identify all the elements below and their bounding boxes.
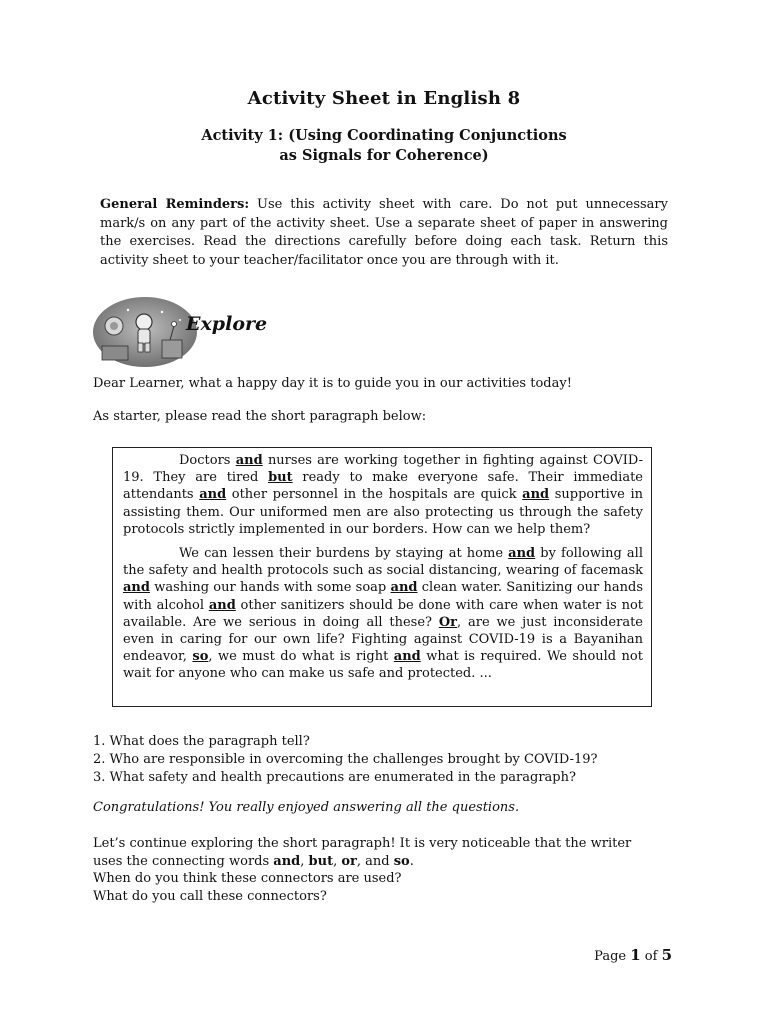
question-list (93, 733, 598, 787)
explore-heading: Explore (186, 313, 268, 335)
connector-but: but (308, 853, 334, 869)
conjunction-word: and (199, 487, 227, 503)
congrats-text: Congratulations! You really enjoyed answering all the questions. (93, 800, 520, 815)
passage-text: supportive in assisting them. Our uniformed men are also protecting us through the safety protocols strictly implemented in our borders. How can we help them? (123, 487, 643, 537)
subtitle-line-2: as Signals for Coherence) (279, 147, 489, 164)
general-reminders (100, 196, 668, 270)
question-item: 2. Who are responsible in overcoming the challenges brought by COVID-19? (93, 752, 598, 767)
connector-so: so (393, 853, 410, 869)
period: . (409, 853, 414, 869)
passage-text: by following all the safety and health protocols such as social distancing, wearing of facemask (123, 546, 644, 579)
passage-paragraph-1 (123, 452, 643, 538)
greeting-text: Dear Learner, what a happy day it is to guide you in our activities today! (93, 376, 572, 391)
page-title: Activity Sheet in English 8 (247, 88, 521, 109)
continue-section (93, 835, 631, 905)
passage-text: We can lessen their burdens by staying at home (179, 546, 509, 562)
passage-text: clean water. Sanitizing our hands with alcohol (123, 580, 643, 613)
current-page: 1 (630, 946, 641, 964)
question-item: 3. What safety and health precautions are enumerated in the paragraph? (93, 770, 576, 785)
conjunction-word: but (268, 470, 293, 486)
continue-line-4: What do you call these connectors? (93, 888, 327, 904)
page-label: Page (594, 949, 631, 964)
conjunction-word: Or (438, 614, 458, 630)
passage-text: other sanitizers should be done with care when water is not available. Are we serious in doing all these? (123, 597, 643, 630)
continue-line-1: Let’s continue exploring the short paragraph! It is very noticeable that the writer (93, 836, 632, 851)
conjunction-word: and (235, 453, 263, 468)
astronaut-illustration-icon (92, 296, 198, 368)
of-label: of (640, 949, 662, 964)
starter-text: As starter, please read the short paragraph below: (93, 409, 427, 424)
passage-text: nurses are working together in fighting against COVID-19. They are tired (123, 453, 643, 486)
conjunction-word: and (508, 546, 536, 562)
passage-text: , are we just inconsiderate even in caring for our own life? Fighting against COVID-19 is a Bayanihan endeavor, (123, 614, 643, 665)
conjunction-word: and (390, 580, 418, 596)
reminders-label: General Reminders: (100, 197, 250, 212)
passage-text: what is required. We should not wait for anyone who can make us safe and protected. ... (123, 649, 643, 682)
continue-line-3: When do you think these connectors are used? (93, 871, 402, 886)
connector-and: and (273, 853, 301, 869)
conjunction-word: so (192, 649, 209, 665)
passage-paragraph-2 (123, 545, 643, 683)
conjunction-word: and (123, 580, 150, 596)
passage-text: other personnel in the hospitals are quick (226, 487, 523, 503)
total-pages: 5 (661, 946, 672, 964)
connector-or: or (341, 853, 357, 869)
passage-text: washing our hands with some soap (149, 580, 391, 596)
reading-passage-box (112, 447, 652, 707)
separator: , and (356, 853, 394, 869)
subtitle-line-1: Activity 1: (Using Coordinating Conjunctions (201, 127, 567, 144)
separator: , (333, 853, 342, 869)
activity-subtitle (0, 126, 768, 166)
passage-text: , we must do what is right (208, 649, 394, 665)
passage-text: ready to make everyone safe. Their immediate attendants (123, 470, 643, 503)
conjunction-word: and (208, 597, 236, 613)
passage-text: Doctors (179, 453, 236, 468)
continue-prefix: uses the connecting words (93, 853, 274, 869)
continue-line-2 (93, 853, 631, 871)
separator: , (300, 853, 309, 869)
page-number (594, 946, 672, 964)
conjunction-word: and (522, 487, 550, 503)
reminders-text: Use this activity sheet with care. Do not put unnecessary mark/s on any part of the activity sheet. Use a separate sheet of paper in answering the exercises. Read the directions carefully before doing each task. Return this activity sheet to your teacher/facilitator once you are through with it. (100, 197, 668, 268)
conjunction-word: and (393, 649, 421, 665)
question-item: 1. What does the paragraph tell? (93, 734, 310, 749)
